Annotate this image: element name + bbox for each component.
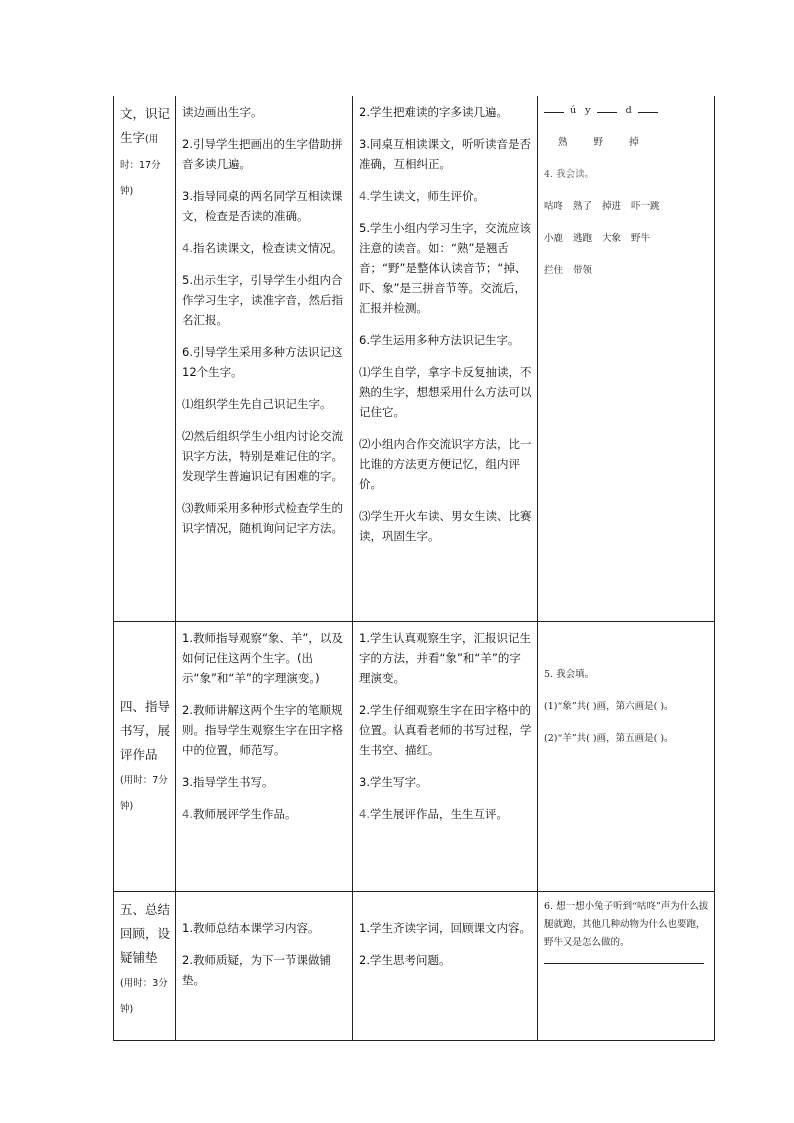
student-step: 6.学生运用多种方法识记生字。 — [359, 333, 520, 347]
teacher-step: ⑴组织学生先自己识记生字。 — [182, 397, 332, 411]
teacher-step: 1.教师指导观察“象、羊”，以及如何记住这两个生字。(出示“象”和“羊”的字理演变。) — [182, 631, 343, 685]
stage-time: (用时：3分钟) — [120, 978, 168, 1015]
blank-line — [597, 102, 617, 113]
exercise-cell — [538, 96, 715, 622]
exercise-heading: 5. 我会填。 — [544, 669, 595, 680]
student-activity-cell — [353, 96, 538, 622]
stage-title: 四、指导书写，展评作品 — [120, 698, 171, 762]
table-row — [114, 622, 715, 892]
think-question: 6. 想一想小兔子听到“咕咚”声为什么拔腿就跑，其他几种动物为什么也要跑，野牛又是怎么做的。 — [544, 901, 709, 948]
student-step: ⑶学生开火车读、男女生读、比赛读，巩固生字。 — [359, 509, 532, 543]
teacher-step: 2.教师讲解这两个生字的笔顺规则。指导学生观察生字在田字格中的位置，师范写。 — [182, 703, 343, 757]
exercise-heading: 4. 我会读。 — [544, 169, 595, 180]
blank-line — [638, 102, 658, 113]
teacher-step: 5.出示生字，引导学生小组内合作学习生字，读准字音，然后指名汇报。 — [182, 273, 343, 327]
table-row — [114, 96, 715, 622]
exercise-cell — [538, 622, 715, 892]
student-step: 4.学生展评作品，生生互评。 — [359, 807, 508, 821]
student-step: 2.学生思考问题。 — [359, 953, 451, 967]
word-row: 咕咚 熟了 掉进 吓一跳 — [544, 201, 660, 212]
student-step: 3.同桌互相读课文，听听读音是否准确，互相纠正。 — [359, 137, 531, 171]
teacher-step: 读边画出生字。 — [182, 105, 263, 119]
stage-time: (用时：17分钟) — [120, 134, 161, 197]
teacher-step: 4.指名读课文，检查读文情况。 — [182, 241, 343, 255]
teacher-step: 3.指导同桌的两名同学互相读课文，检查是否读的准确。 — [182, 189, 343, 223]
fill-question: (1)“象”共( )画，第六画是( )。 — [544, 701, 674, 712]
exercise-cell — [538, 892, 715, 1041]
blank-line — [544, 102, 564, 113]
student-step: 5.学生小组内学习生字，交流应该注意的读音。如：“熟”是翘舌音；“野”是整体认读音节；“掉、吓、象”是三拼音节等。交流后，汇报并检测。 — [359, 221, 531, 315]
pinyin-blanks: ú y d — [544, 102, 709, 120]
teacher-activity-cell — [176, 622, 353, 892]
student-activity-cell — [353, 622, 538, 892]
stage-cell — [114, 892, 176, 1041]
stage-title: 五、总结回顾，设疑铺垫 — [120, 902, 171, 965]
teacher-activity-cell — [176, 96, 353, 622]
table-row — [114, 892, 715, 1041]
word-row: 拦住 带领 — [544, 265, 593, 276]
teacher-step: 6.引导学生采用多种方法识记这12个生字。 — [182, 345, 343, 379]
stage-cell — [114, 622, 176, 892]
student-step: ⑵小组内合作交流识字方法，比一比谁的方法更方便记忆，组内评价。 — [359, 437, 532, 491]
student-step: 3.学生写字。 — [359, 775, 428, 789]
student-step: 4.学生读文，师生评价。 — [359, 189, 485, 203]
student-step: ⑴学生自学，拿字卡反复抽读，不熟的生字，想想采用什么方法可以记住它。 — [359, 365, 532, 419]
teacher-step: 3.指导学生书写。 — [182, 775, 274, 789]
student-step: 2.学生把难读的字多读几遍。 — [359, 105, 508, 119]
stage-time: (用时：7分钟) — [120, 774, 168, 812]
teacher-step: ⑵然后组织学生小组内讨论交流识字方法，特别是难记住的字。发现学生普遍识记有困难的字。 — [182, 429, 343, 483]
teacher-step: 1.教师总结本课学习内容。 — [182, 921, 320, 935]
teacher-step: ⑶教师采用多种形式检查学生的识字情况，随机询问记字方法。 — [182, 501, 343, 535]
teacher-step: 2.引导学生把画出的生字借助拼音多读几遍。 — [182, 137, 343, 171]
teacher-activity-cell — [176, 892, 353, 1041]
stage-title: 文，识记生字 — [120, 106, 171, 145]
char-row: 熟 野 掉 — [558, 137, 639, 148]
student-step: 1.学生齐读字词，回顾课文内容。 — [359, 921, 531, 935]
lesson-plan-table — [113, 96, 715, 1041]
stage-cell — [114, 96, 176, 622]
teacher-step: 2.教师质疑，为下一节课做铺垫。 — [182, 953, 331, 987]
student-step: 2.学生仔细观察生字在田字格中的位置。认真看老师的书写过程，学生书空、描红。 — [359, 703, 532, 757]
student-activity-cell — [353, 892, 538, 1041]
teacher-step: 4.教师展评学生作品。 — [182, 807, 297, 821]
student-step: 1.学生认真观察生字，汇报识记生字的方法，并看“象”和“羊”的字理演变。 — [359, 631, 531, 685]
fill-question: (2)“羊”共( )画，第五画是( )。 — [544, 733, 674, 744]
word-row: 小鹿 逃跑 大象 野牛 — [544, 233, 651, 244]
answer-line — [544, 962, 704, 964]
